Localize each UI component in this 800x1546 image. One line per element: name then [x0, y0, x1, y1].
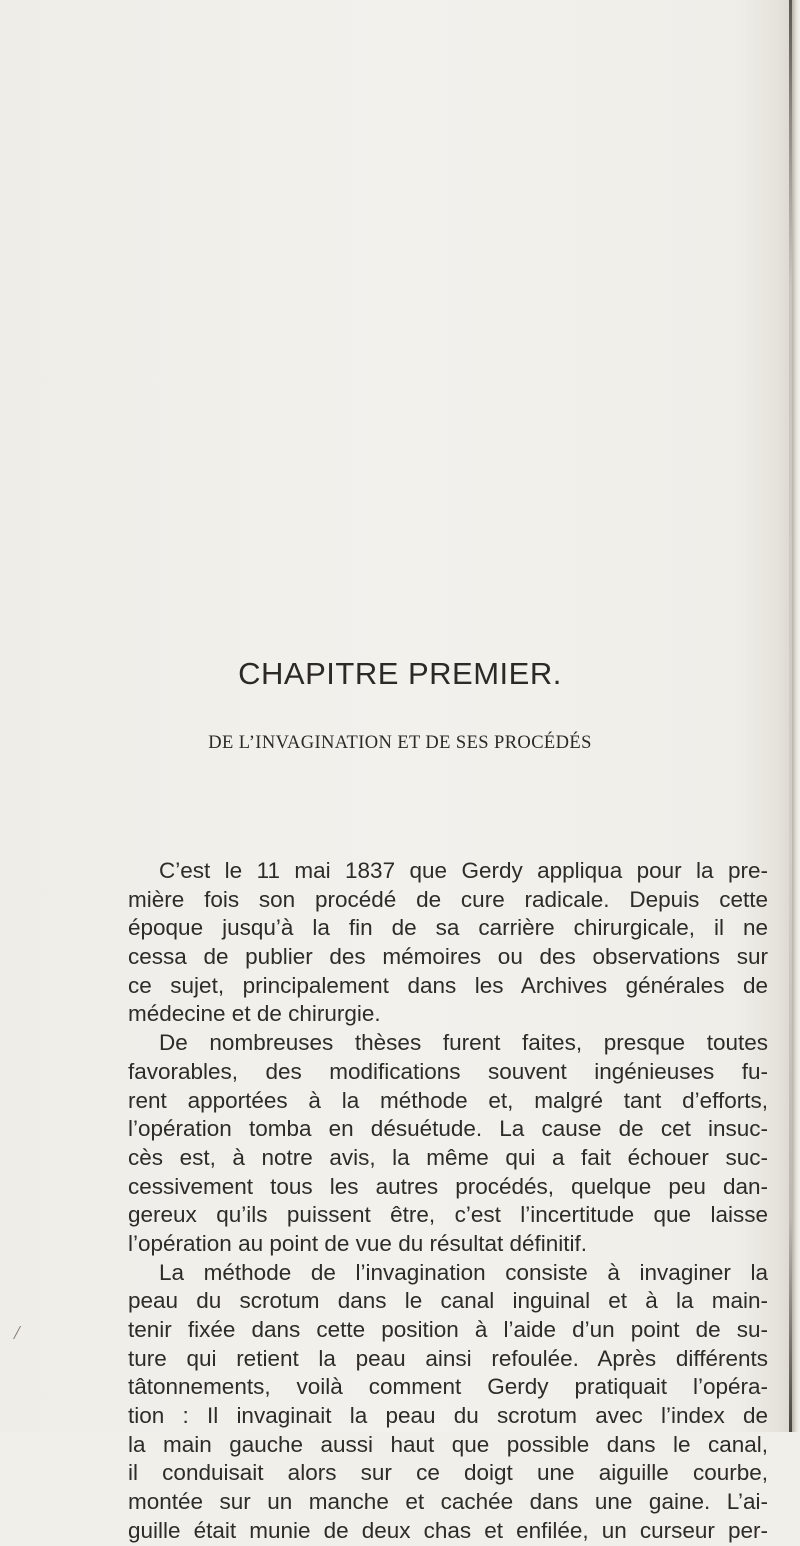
text-line: cès est, à notre avis, la même qui a fait échouer suc- [128, 1144, 768, 1170]
text-line: montée sur un manche et cachée dans une gaine. L’ai- [128, 1489, 768, 1515]
page-binding-edge [789, 0, 792, 1432]
page-binding-shadow [792, 0, 800, 1432]
text-line: époque jusqu’à la fin de sa carrière chirurgicale, il ne [128, 915, 768, 941]
text-line: guille était munie de deux chas et enfilée, un curseur per- [128, 1517, 768, 1543]
text-line: médecine et de chirurgie. [128, 1001, 381, 1027]
text-line: cessa de publier des mémoires ou des observations sur [128, 944, 768, 970]
text-line: rent apportées à la méthode et, malgré tant d’efforts, [128, 1087, 768, 1113]
text-line: tâtonnements, voilà comment Gerdy pratiquait l’opéra- [128, 1374, 768, 1400]
text-line: tenir fixée dans cette position à l’aide d’un point de su- [128, 1317, 768, 1342]
text-line: C’est le 11 mai 1837 que Gerdy appliqua pour la pre- [159, 858, 768, 883]
text-line: l’opération tomba en désuétude. La cause de cet insuc- [128, 1116, 768, 1142]
text-line: favorables, des modifications souvent ingénieuses fu- [128, 1058, 768, 1084]
text-line: De nombreuses thèses furent faites, presque toutes [159, 1030, 768, 1056]
text-line: ce sujet, principalement dans les Archives générales de [128, 972, 768, 998]
text-line: ture qui retient la peau ainsi refoulée. Après différents [128, 1345, 768, 1371]
text-line: peau du scrotum dans le canal inguinal et à la main- [128, 1288, 768, 1314]
text-line: l’opération au point de vue du résultat définitif. [128, 1230, 588, 1256]
text-line: tion : Il invaginait la peau du scrotum avec l’index de [128, 1403, 768, 1429]
text-line: mière fois son procédé de cure radicale. Depuis cette [128, 886, 768, 912]
text-line: il conduisait alors sur ce doigt une aiguille courbe, [128, 1460, 768, 1486]
text-line: gereux qu’ils puissent être, c’est l’incertitude que laisse [128, 1202, 768, 1228]
text-line: La méthode de l’invagination consiste à invaginer la [159, 1259, 768, 1285]
chapter-title: CHAPITRE PREMIER. [238, 656, 562, 691]
body-text [128, 857, 768, 1546]
margin-pencil-mark: / [14, 1322, 20, 1344]
chapter-subtitle: DE L’INVAGINATION ET DE SES PROCÉDÉS [208, 733, 592, 753]
text-line: la main gauche aussi haut que possible dans le canal, [128, 1431, 768, 1457]
text-line: cessivement tous les autres procédés, quelque peu dan- [128, 1173, 768, 1199]
